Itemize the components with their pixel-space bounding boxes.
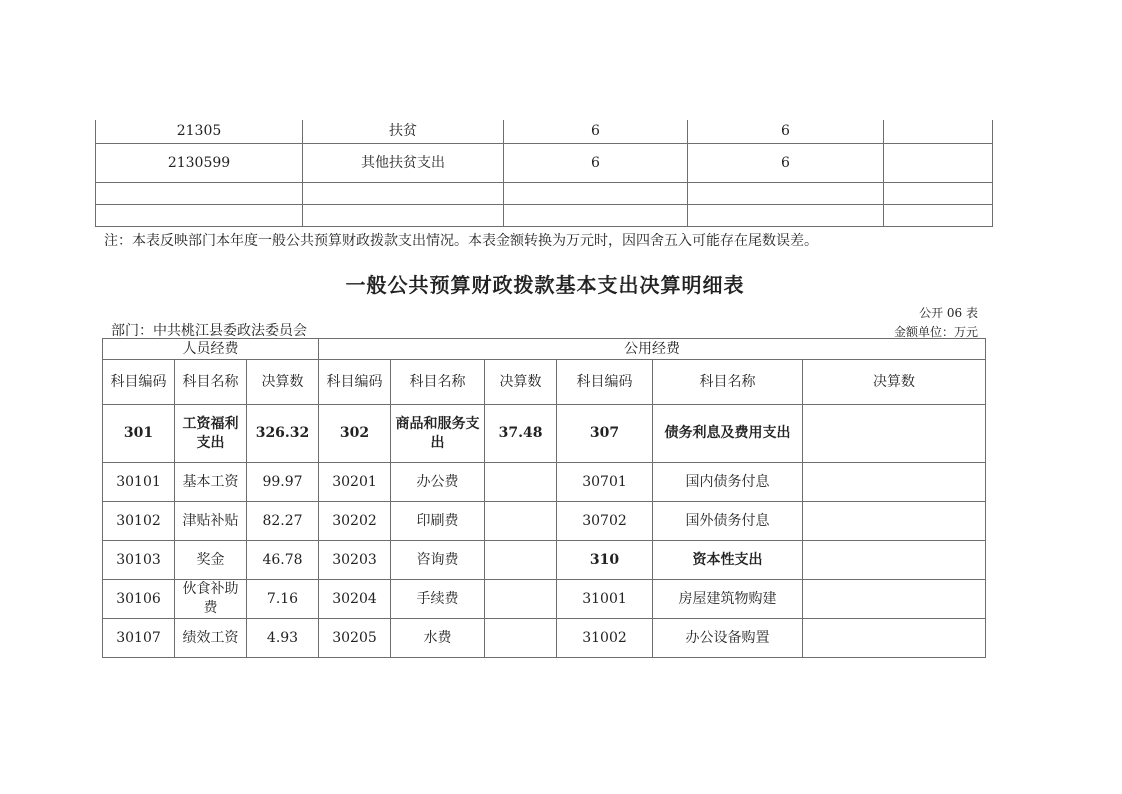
subject-code: 30107 bbox=[103, 619, 175, 658]
amount-cell: 6 bbox=[688, 120, 884, 143]
subject-name: 基本工资 bbox=[175, 463, 247, 502]
table-row bbox=[96, 182, 993, 204]
amount-cell: 37.48 bbox=[485, 405, 557, 463]
subject-name: 咨询费 bbox=[391, 541, 485, 580]
subject-code: 30102 bbox=[103, 502, 175, 541]
subject-name: 扶贫 bbox=[303, 120, 504, 143]
column-header: 决算数 bbox=[803, 360, 986, 405]
subject-code: 30205 bbox=[319, 619, 391, 658]
table-row bbox=[96, 120, 993, 143]
subject-name: 津贴补贴 bbox=[175, 502, 247, 541]
table-note: 注：本表反映部门本年度一般公共预算财政拨款支出情况。本表金额转换为万元时，因四舍五入可能存在尾数误差。 bbox=[104, 233, 818, 249]
column-header: 科目名称 bbox=[653, 360, 803, 405]
amount-cell bbox=[688, 182, 884, 204]
column-header: 科目名称 bbox=[391, 360, 485, 405]
subject-code: 30201 bbox=[319, 463, 391, 502]
amount-cell bbox=[803, 580, 986, 619]
table-row bbox=[103, 463, 986, 502]
subject-name: 工资福利支出 bbox=[175, 405, 247, 463]
table-row bbox=[103, 541, 986, 580]
amount-cell bbox=[803, 463, 986, 502]
subject-name: 资本性支出 bbox=[653, 541, 803, 580]
top-expenditure-table bbox=[95, 120, 993, 227]
subject-name: 奖金 bbox=[175, 541, 247, 580]
subject-code: 30103 bbox=[103, 541, 175, 580]
amount-cell: 7.16 bbox=[247, 580, 319, 619]
subject-code: 31001 bbox=[557, 580, 653, 619]
amount-cell bbox=[485, 619, 557, 658]
subject-name bbox=[303, 204, 504, 226]
unit-label: 金额单位：万元 bbox=[893, 325, 978, 339]
amount-cell: 6 bbox=[688, 143, 884, 182]
subject-code: 30701 bbox=[557, 463, 653, 502]
amount-cell bbox=[504, 204, 688, 226]
subject-code: 30106 bbox=[103, 580, 175, 619]
amount-cell bbox=[803, 405, 986, 463]
amount-cell bbox=[504, 182, 688, 204]
column-header: 科目编码 bbox=[319, 360, 391, 405]
group-header-public: 公用经费 bbox=[319, 339, 986, 360]
column-header-row bbox=[103, 360, 986, 405]
subject-code: 30101 bbox=[103, 463, 175, 502]
amount-cell: 46.78 bbox=[247, 541, 319, 580]
table-row bbox=[96, 143, 993, 182]
amount-cell: 326.32 bbox=[247, 405, 319, 463]
subject-code: 302 bbox=[319, 405, 391, 463]
subject-code: 30702 bbox=[557, 502, 653, 541]
subject-code: 307 bbox=[557, 405, 653, 463]
column-header: 决算数 bbox=[247, 360, 319, 405]
subject-code: 30204 bbox=[319, 580, 391, 619]
subject-name: 伙食补助费 bbox=[175, 580, 247, 619]
department-label: 部门：中共桃江县委政法委员会 bbox=[111, 323, 307, 339]
amount-cell: 99.97 bbox=[247, 463, 319, 502]
amount-cell bbox=[884, 143, 993, 182]
subject-code: 31002 bbox=[557, 619, 653, 658]
column-header: 科目名称 bbox=[175, 360, 247, 405]
amount-cell: 6 bbox=[504, 120, 688, 143]
group-header-row bbox=[103, 339, 986, 360]
subject-name: 办公费 bbox=[391, 463, 485, 502]
subject-code: 30203 bbox=[319, 541, 391, 580]
amount-cell: 4.93 bbox=[247, 619, 319, 658]
subject-code: 301 bbox=[103, 405, 175, 463]
subject-code bbox=[96, 204, 303, 226]
amount-cell bbox=[688, 204, 884, 226]
amount-cell bbox=[485, 463, 557, 502]
table-row bbox=[103, 405, 986, 463]
form-code: 公开 06 表 bbox=[919, 306, 978, 320]
subject-name: 水费 bbox=[391, 619, 485, 658]
subject-name: 国外债务付息 bbox=[653, 502, 803, 541]
amount-cell bbox=[485, 502, 557, 541]
subject-code: 30202 bbox=[319, 502, 391, 541]
subject-name: 债务利息及费用支出 bbox=[653, 405, 803, 463]
table-row bbox=[103, 619, 986, 658]
subject-code: 21305 bbox=[96, 120, 303, 143]
column-header: 决算数 bbox=[485, 360, 557, 405]
subject-code: 2130599 bbox=[96, 143, 303, 182]
amount-cell bbox=[884, 182, 993, 204]
group-header-personnel: 人员经费 bbox=[103, 339, 319, 360]
subject-code: 310 bbox=[557, 541, 653, 580]
subject-name bbox=[303, 182, 504, 204]
amount-cell bbox=[884, 120, 993, 143]
column-header: 科目编码 bbox=[103, 360, 175, 405]
subject-name: 房屋建筑物购建 bbox=[653, 580, 803, 619]
subject-name: 印刷费 bbox=[391, 502, 485, 541]
subject-name: 绩效工资 bbox=[175, 619, 247, 658]
amount-cell bbox=[803, 502, 986, 541]
subject-name: 国内债务付息 bbox=[653, 463, 803, 502]
column-header: 科目编码 bbox=[557, 360, 653, 405]
subject-name: 手续费 bbox=[391, 580, 485, 619]
table-row bbox=[103, 580, 986, 619]
amount-cell bbox=[485, 580, 557, 619]
amount-cell: 6 bbox=[504, 143, 688, 182]
table-row bbox=[96, 204, 993, 226]
table-row bbox=[103, 502, 986, 541]
amount-cell bbox=[803, 619, 986, 658]
basic-expenditure-table bbox=[102, 338, 986, 658]
subject-name: 办公设备购置 bbox=[653, 619, 803, 658]
page-title: 一般公共预算财政拨款基本支出决算明细表 bbox=[345, 273, 745, 297]
subject-name: 其他扶贫支出 bbox=[303, 143, 504, 182]
subject-name: 商品和服务支出 bbox=[391, 405, 485, 463]
subject-code bbox=[96, 182, 303, 204]
amount-cell bbox=[485, 541, 557, 580]
amount-cell bbox=[884, 204, 993, 226]
amount-cell bbox=[803, 541, 986, 580]
amount-cell: 82.27 bbox=[247, 502, 319, 541]
